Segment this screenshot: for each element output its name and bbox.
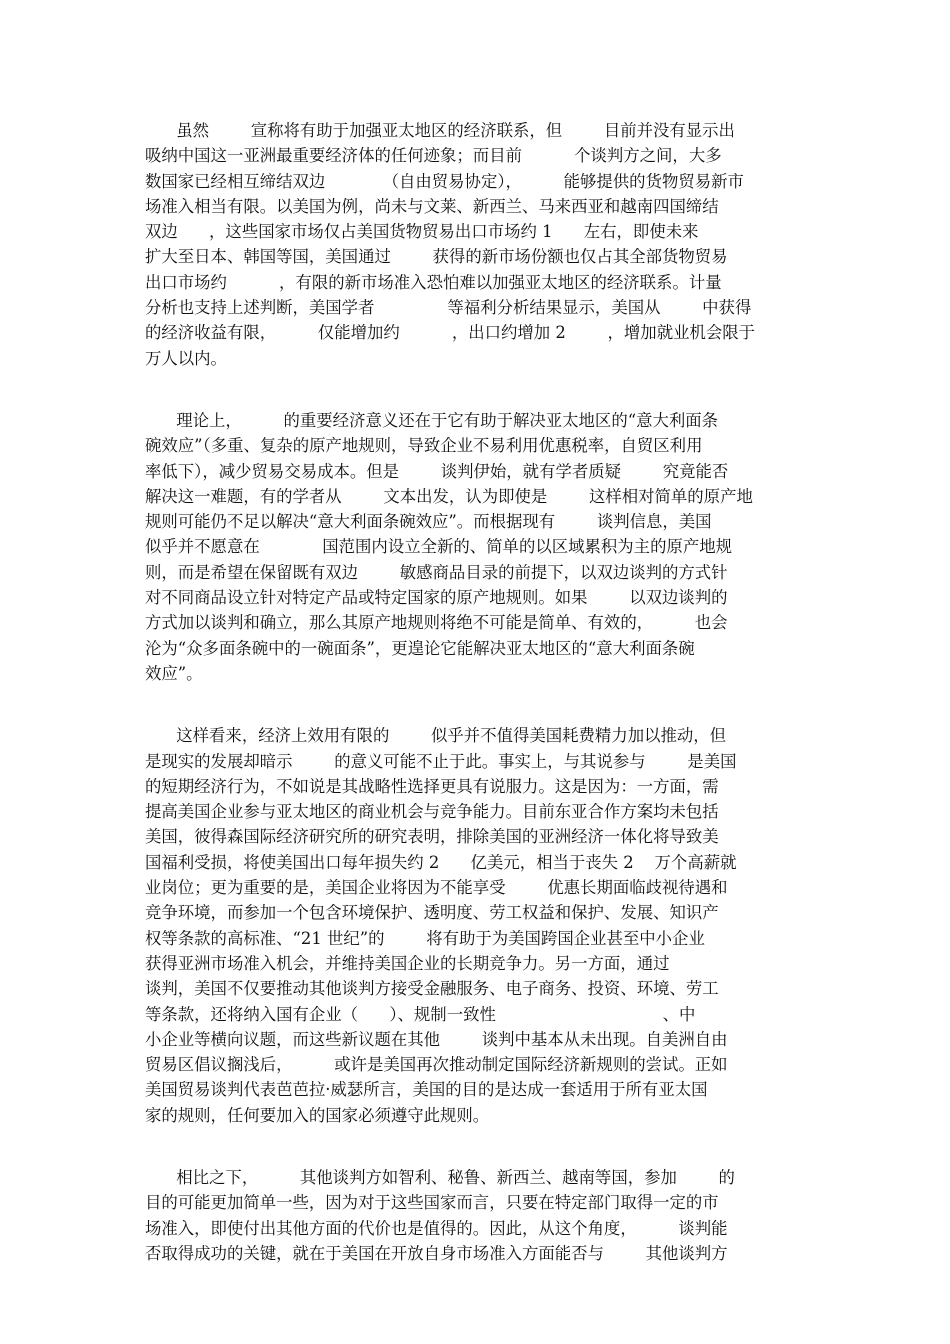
text-line: 分析也支持上述判断，美国学者 等福利分析结果显示，美国从 中获得	[145, 298, 752, 318]
paragraph-gap	[145, 1128, 811, 1165]
text-line: 获得亚洲市场准入机会，并维持美国企业的长期竞争力。另一方面，通过	[145, 953, 670, 973]
text-line: 规则可能仍不足以解决“意大利面条碗效应”。而根据现有 谈判信息，美国	[145, 512, 712, 532]
text-line: 沦为“众多面条碗中的一碗面条”，更遑论它能解决亚太地区的“意大利面条碗	[145, 638, 695, 658]
text-line: 双边 ，这些国家市场仅占美国货物贸易出口市场约 1 左右，即使未来	[145, 222, 699, 242]
text-line: 权等条款的高标准、“21 世纪”的 将有助于为美国跨国企业甚至中小企业	[145, 928, 705, 948]
text-line: 理论上， 的重要经济意义还在于它有助于解决亚太地区的“意大利面条	[145, 410, 719, 430]
text-line: 解决这一难题，有的学者从 文本出发，认为即使是 这样相对简单的原产地	[145, 486, 753, 506]
text-line: 出口市场约 ，有限的新市场准入恐怕难以加强亚太地区的经济联系。计量	[145, 272, 722, 292]
text-line: 万人以内。	[145, 348, 227, 368]
text-line: 是现实的发展却暗示 的意义可能不止于此。事实上，与其说参与 是美国	[145, 751, 737, 771]
document-page	[145, 118, 811, 1266]
paragraph-3	[145, 723, 811, 1128]
text-line: 提高美国企业参与亚太地区的商业机会与竞争能力。目前东亚合作方案均未包括	[145, 802, 719, 822]
text-line: 美国贸易谈判代表芭芭拉·威瑟所言，美国的目的是达成一套适用于所有亚太国	[145, 1080, 708, 1100]
text-line: 对不同商品设立针对特定产品或特定国家的原产地规则。如果 以双边谈判的	[145, 588, 728, 608]
text-line: 业岗位；更为重要的是，美国企业将因为不能享受 优惠长期面临歧视待遇和	[145, 878, 728, 898]
text-line: 的短期经济行为，不如说是其战略性选择更具有说服力。这是因为：一方面，需	[145, 776, 719, 796]
text-line: 家的规则，任何要加入的国家必须遵守此规则。	[145, 1105, 490, 1125]
text-line: 虽然 宣称将有助于加强亚太地区的经济联系，但 目前并没有显示出	[145, 121, 735, 140]
text-line: 贸易区倡议搁浅后， 或许是美国再次推动制定国际经济新规则的尝试。正如	[145, 1055, 728, 1075]
text-line: 效应”。	[145, 663, 203, 683]
text-line: 小企业等横向议题，而这些新议题在其他 谈判中基本从未出现。自美洲自由	[145, 1029, 728, 1049]
text-line: 方式加以谈判和确立，那么其原产地规则将绝不可能是简单、有效的， 也会	[145, 613, 728, 633]
text-line: 目的可能更加简单一些，因为对于这些国家而言，只要在特定部门取得一定的市	[145, 1193, 719, 1213]
paragraph-4	[145, 1165, 811, 1266]
text-line: 谈判，美国不仅要推动其他谈判方接受金融服务、电子商务、投资、环境、劳工	[145, 979, 719, 999]
text-line: 扩大至日本、韩国等国，美国通过 获得的新市场份额也仅占其全部货物贸易	[145, 247, 728, 267]
text-line: 否取得成功的关键，就在于美国在开放自身市场准入方面能否与 其他谈判方	[145, 1243, 728, 1263]
text-line: 数国家已经相互缔结双边 （自由贸易协定）， 能够提供的货物贸易新市	[145, 171, 744, 191]
text-line: 竞争环境，而参加一个包含环境保护、透明度、劳工权益和保护、发展、知识产	[145, 903, 719, 923]
paragraph-gap	[145, 686, 811, 723]
paragraph-gap	[145, 371, 811, 408]
text-line: 似乎并不愿意在 国范围内设立全新的、简单的以区域累积为主的原产地规	[145, 537, 733, 557]
text-line: 的经济收益有限， 仅能增加约 ，出口约增加 2 ，增加就业机会限于	[145, 323, 756, 343]
text-line: 等条款，还将纳入国有企业（ ）、规制一致性 、中	[145, 1004, 696, 1024]
text-line: 率低下），减少贸易交易成本。但是 谈判伊始，就有学者质疑 究竟能否	[145, 461, 729, 481]
text-line: 场准入，即使付出其他方面的代价也是值得的。因此，从这个角度， 谈判能	[145, 1218, 728, 1238]
paragraph-1	[145, 118, 811, 371]
text-line: 美国，彼得森国际经济研究所的研究表明，排除美国的亚洲经济一体化将导致美	[145, 827, 719, 847]
text-line: 这样看来，经济上效用有限的 似乎并不值得美国耗费精力加以推动，但	[145, 726, 727, 746]
text-line: 国福利受损，将使美国出口每年损失约 2 亿美元，相当于丧失 2 万个高薪就	[145, 852, 737, 872]
text-line: 场准入相当有限。以美国为例，尚未与文莱、新西兰、马来西亚和越南四国缔结	[145, 196, 719, 216]
paragraph-2	[145, 408, 811, 686]
text-line: 吸纳中国这一亚洲最重要经济体的任何迹象；而目前 个谈判方之间，大多	[145, 146, 722, 166]
text-line: 相比之下， 其他谈判方如智利、秘鲁、新西兰、越南等国，参加 的	[145, 1167, 735, 1187]
text-line: 碗效应”（多重、复杂的原产地规则，导致企业不易利用优惠税率，自贸区利用	[145, 436, 703, 456]
text-line: 则，而是希望在保留既有双边 敏感商品目录的前提下，以双边谈判的方式针	[145, 562, 728, 582]
